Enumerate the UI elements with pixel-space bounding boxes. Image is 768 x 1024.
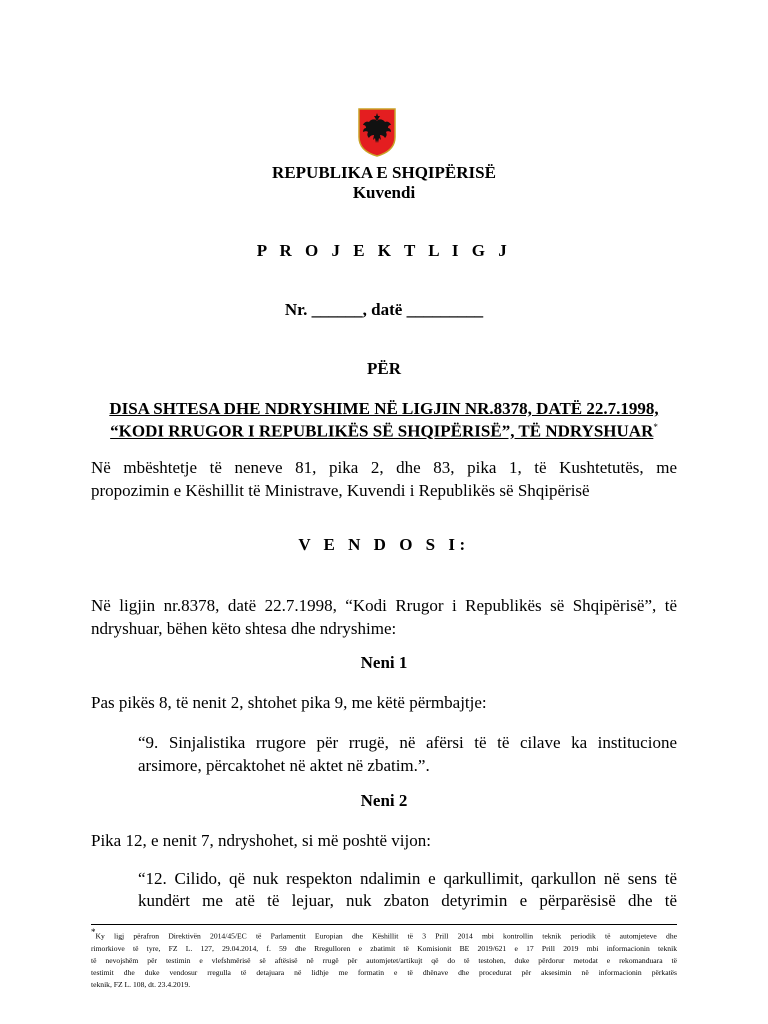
title-footnote-mark: * [653, 422, 658, 432]
footnote-line-3: të nevojshëm për testimin e vlefshmërisë së aftësisë në rrugë për automjetet/artikujt që do të testohen, duke përdorur metodat e rekomanduara të [91, 955, 677, 965]
intro-line-2: ndryshuar, bëhen këto shtesa dhe ndryshime: [91, 619, 397, 638]
article-1-quote-line-1: “9. Sinjalistika rrugore për rrugë, në afërsi të të cilave ka institucione [138, 733, 677, 752]
article-1-heading: Neni 1 [360, 653, 408, 672]
per-heading: PËR [367, 359, 401, 378]
footnote-line-1-text: Ky ligj përafron Direktivën 2014/45/EC të Parlamentit Europian dhe Këshillit të 3 Prill 2014 mbi kontrollin teknik periodik të automjeteve dhe [95, 931, 677, 941]
footnote [91, 926, 677, 991]
preamble-line-1: Në mbështetje të neneve 81, pika 2, dhe 83, pika 1, të Kushtetutës, me [91, 458, 677, 477]
article-1-text: Pas pikës 8, të nenit 2, shtohet pika 9, me këtë përmbajtje: [91, 693, 487, 712]
number-date-line: Nr. ______, datë _________ [284, 300, 484, 319]
law-title-line-1: DISA SHTESA DHE NDRYSHIME NË LIGJIN NR.8378, DATË 22.7.1998, [109, 399, 659, 418]
law-title-line-2 [0, 417, 768, 442]
document-type: P R O J E K T L I G J [256, 241, 512, 260]
article-2-text: Pika 12, e nenit 7, ndryshohet, si më poshtë vijon: [91, 831, 431, 850]
article-2-heading: Neni 2 [360, 791, 408, 810]
article-2-quote-line-2: kundërt me atë të lejuar, nuk zbaton detyrimin e përparësisë dhe të [138, 891, 677, 910]
decision-heading: V E N D O S I: [298, 535, 470, 554]
footnote-line-5: teknik, FZ L. 108, dt. 23.4.2019. [91, 979, 191, 989]
albanian-coat-of-arms-icon [357, 107, 397, 157]
law-title-line-2-text: “KODI RRUGOR I REPUBLIKËS SË SHQIPËRISË”, TË NDRYSHUAR [110, 421, 654, 441]
footnote-mark: * [91, 927, 96, 937]
footnote-line-4: testimit dhe duke vendosur rregulla të detajuara në lidhje me formatin e të dhënave dhe procedurat për aksesimin në informacionin përkatës [91, 967, 677, 977]
country-heading: REPUBLIKA E SHQIPËRISË [272, 163, 496, 182]
intro-line-1: Në ligjin nr.8378, datë 22.7.1998, “Kodi Rrugor i Republikës së Shqipërisë”, të [91, 596, 677, 615]
institution-heading: Kuvendi [352, 183, 416, 202]
preamble-line-2: propozimin e Këshillit të Ministrave, Kuvendi i Republikës së Shqipërisë [91, 481, 590, 500]
footnote-divider [91, 924, 677, 925]
footnote-line-1 [91, 926, 677, 943]
article-2-quote-line-1: “12. Cilido, që nuk respekton ndalimin e qarkullimit, qarkullon në sens të [138, 869, 677, 888]
article-1-quote-line-2: arsimore, përcaktohet në aktet në zbatim.”. [138, 756, 430, 775]
footnote-line-2: rimorkiove të tyre, FZ L. 127, 29.04.2014, f. 59 dhe Rregulloren e zbatimit të Komisionit BE 2019/621 e 17 Prill 2019 mbi informacionin teknik [91, 943, 677, 953]
